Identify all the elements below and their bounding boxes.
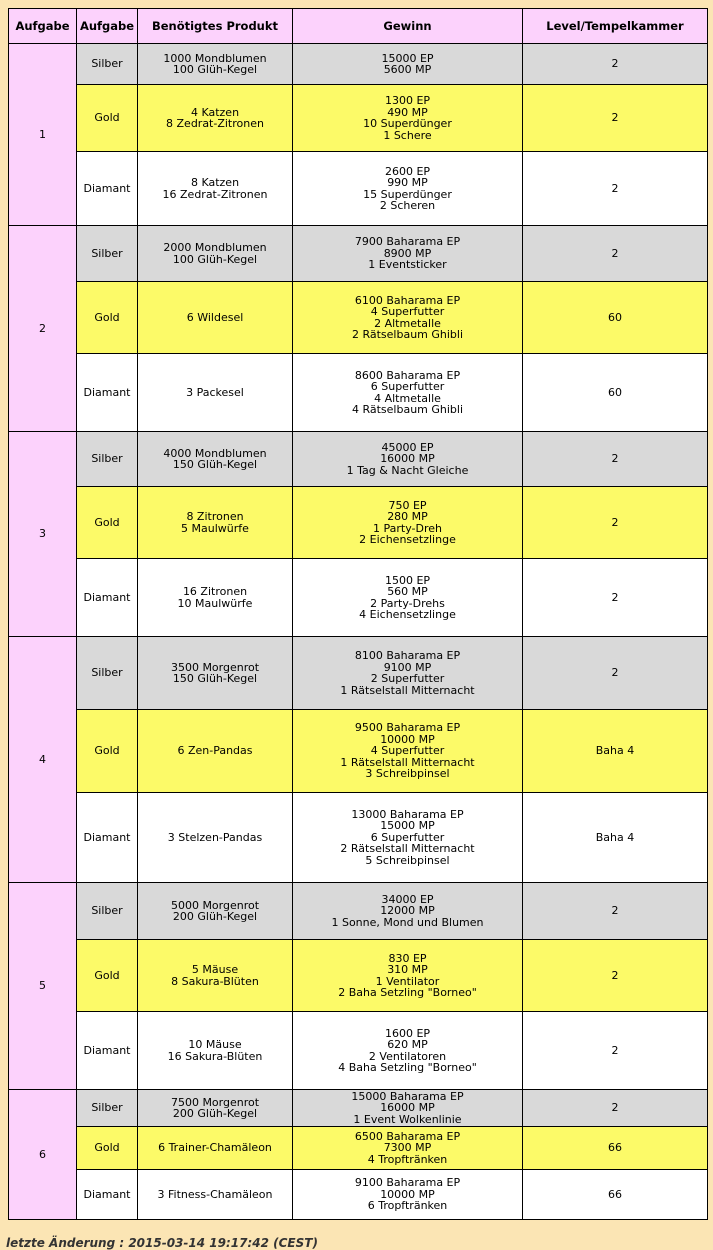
reward-line: 1 Ventilator [375, 974, 440, 988]
tier-cell: Gold [77, 1127, 137, 1169]
tier-cell: Silber [77, 432, 137, 486]
level-cell: Baha 4 [523, 793, 707, 882]
reward-cell [293, 940, 522, 1011]
tier-cell: Silber [77, 637, 137, 709]
table-row [9, 1090, 707, 1126]
product-line: 6 Zen-Pandas [177, 744, 253, 758]
product-line: 16 Zitronen [182, 585, 248, 598]
product-cell [138, 44, 292, 84]
reward-line: 6 Tropftränken [367, 1199, 448, 1213]
table-row [9, 85, 707, 151]
reward-line: 2 Party-Drehs [370, 596, 445, 610]
reward-line: 5600 MP [383, 63, 432, 76]
product-line: 100 Glüh-Kegel [172, 252, 258, 266]
header-reward: Gewinn [293, 9, 522, 43]
reward-line: 10000 MP [380, 732, 435, 746]
aufgabe-number-cell: 2 [9, 226, 76, 431]
table-row [9, 354, 707, 431]
level-cell: 2 [523, 1012, 707, 1089]
product-line: 8 Zitronen [186, 510, 244, 523]
tier-cell: Diamant [77, 559, 137, 636]
level-cell: 60 [523, 282, 707, 353]
reward-line: 4 Superfutter [370, 744, 445, 758]
reward-line: 45000 EP [381, 440, 434, 454]
table-row [9, 710, 707, 792]
reward-line: 1 Event Wolkenlinie [353, 1112, 462, 1126]
header-level: Level/Tempelkammer [523, 9, 707, 43]
reward-cell [293, 432, 522, 486]
product-line: 5 Maulwürfe [181, 521, 249, 535]
header-product: Benötigtes Produkt [138, 9, 292, 43]
tier-cell: Silber [77, 44, 137, 84]
table-row [9, 1170, 707, 1219]
reward-line: 310 MP [387, 963, 428, 976]
reward-line: 6 Superfutter [370, 380, 445, 393]
reward-line: 8900 MP [383, 246, 432, 260]
last-modified-text: letzte Änderung : 2015-03-14 19:17:42 (CEST) [6, 1236, 318, 1250]
product-line: 6 Wildesel [186, 310, 244, 324]
level-cell: 2 [523, 487, 707, 558]
reward-line: 4 Eichensetzlinge [359, 608, 456, 621]
header-aufgabe-tier: Aufgabe [77, 9, 137, 43]
reward-line: 620 MP [387, 1038, 428, 1051]
reward-line: 15000 EP [381, 51, 434, 65]
product-cell [138, 1170, 292, 1219]
reward-line: 13000 Baharama EP [351, 807, 464, 821]
table-row [9, 226, 707, 281]
reward-cell [293, 1127, 522, 1169]
reward-line: 15000 MP [380, 819, 435, 833]
reward-cell [293, 85, 522, 151]
reward-line: 990 MP [387, 176, 428, 189]
table-row [9, 793, 707, 882]
product-line: 8 Sakura-Blüten [171, 974, 259, 988]
table-row [9, 559, 707, 636]
product-line: 3 Stelzen-Pandas [167, 830, 263, 844]
reward-line: 1 Rätselstall Mitternacht [340, 683, 475, 697]
reward-line: 8600 Baharama EP [354, 368, 461, 382]
tier-cell: Gold [77, 940, 137, 1011]
reward-cell [293, 487, 522, 558]
reward-line: 5 Schreibpinsel [365, 853, 450, 867]
table-row [9, 282, 707, 353]
product-cell [138, 1012, 292, 1089]
level-cell: 66 [523, 1127, 707, 1169]
aufgabe-number-cell: 4 [9, 637, 76, 882]
tier-cell: Silber [77, 1090, 137, 1126]
level-cell: 66 [523, 1170, 707, 1219]
tier-cell: Diamant [77, 1012, 137, 1089]
reward-cell [293, 883, 522, 939]
reward-cell [293, 1170, 522, 1219]
table-row [9, 940, 707, 1011]
tier-cell: Gold [77, 85, 137, 151]
reward-line: 1500 EP [384, 573, 431, 587]
product-line: 3 Fitness-Chamäleon [157, 1187, 273, 1201]
header-aufgabe-number: Aufgabe [9, 9, 76, 43]
tier-cell: Gold [77, 710, 137, 792]
reward-line: 1 Eventsticker [368, 258, 447, 272]
product-line: 200 Glüh-Kegel [172, 1107, 258, 1120]
reward-line: 2 Ventilatoren [368, 1049, 447, 1063]
reward-line: 2 Superfutter [370, 672, 445, 685]
table-row [9, 432, 707, 486]
product-line: 2000 Mondblumen [163, 241, 267, 254]
product-line: 4000 Mondblumen [163, 446, 267, 460]
aufgabe-number-cell: 6 [9, 1090, 76, 1219]
product-line: 16 Sakura-Blüten [167, 1049, 263, 1063]
aufgabe-number-cell: 1 [9, 44, 76, 225]
product-line: 100 Glüh-Kegel [172, 63, 258, 76]
reward-line: 2 Rätselstall Mitternacht [340, 842, 475, 856]
product-cell [138, 637, 292, 709]
reward-line: 9100 MP [383, 660, 432, 674]
table-row [9, 637, 707, 709]
tier-cell: Diamant [77, 354, 137, 431]
level-cell: 2 [523, 152, 707, 225]
table-row [9, 44, 707, 84]
reward-line: 4 Tropftränken [367, 1152, 448, 1166]
product-cell [138, 85, 292, 151]
product-line: 150 Glüh-Kegel [172, 672, 258, 685]
product-cell [138, 940, 292, 1011]
level-cell: 2 [523, 637, 707, 709]
quest-table-wrapper [8, 8, 707, 1220]
reward-line: 1300 EP [384, 94, 431, 107]
reward-line: 1 Schere [383, 128, 432, 142]
reward-line: 6100 Baharama EP [354, 293, 461, 307]
reward-line: 16000 MP [380, 1101, 435, 1115]
reward-line: 750 EP [388, 498, 427, 512]
reward-cell [293, 710, 522, 792]
product-cell [138, 354, 292, 431]
reward-line: 1 Rätselstall Mitternacht [340, 755, 475, 769]
quest-table [8, 8, 708, 1220]
reward-cell [293, 354, 522, 431]
table-row [9, 1012, 707, 1089]
level-cell: 2 [523, 44, 707, 84]
reward-line: 2 Eichensetzlinge [359, 533, 456, 546]
product-line: 7500 Morgenrot [170, 1095, 260, 1109]
reward-line: 2 Baha Setzling "Borneo" [338, 986, 477, 999]
reward-line: 280 MP [387, 510, 428, 523]
reward-cell [293, 1012, 522, 1089]
reward-line: 1600 EP [384, 1026, 431, 1040]
level-cell: 60 [523, 354, 707, 431]
product-cell [138, 226, 292, 281]
product-line: 200 Glüh-Kegel [172, 910, 258, 923]
reward-line: 8100 Baharama EP [354, 649, 461, 662]
product-cell [138, 487, 292, 558]
reward-line: 12000 MP [380, 904, 435, 918]
reward-line: 2600 EP [384, 164, 431, 178]
level-cell: 2 [523, 432, 707, 486]
reward-line: 7900 Baharama EP [354, 235, 461, 249]
reward-cell [293, 152, 522, 225]
table-row [9, 487, 707, 558]
header-row [9, 9, 707, 43]
reward-line: 2 Altmetalle [374, 316, 441, 330]
level-cell: 2 [523, 1090, 707, 1126]
level-cell: 2 [523, 559, 707, 636]
product-line: 10 Mäuse [188, 1038, 242, 1051]
tier-cell: Diamant [77, 793, 137, 882]
tier-cell: Gold [77, 282, 137, 353]
level-cell: 2 [523, 85, 707, 151]
reward-line: 2 Rätselbaum Ghibli [351, 328, 464, 341]
product-cell [138, 432, 292, 486]
product-cell [138, 152, 292, 225]
reward-line: 4 Altmetalle [374, 391, 441, 405]
product-line: 6 Trainer-Chamäleon [158, 1141, 272, 1155]
reward-line: 4 Rätselbaum Ghibli [351, 403, 464, 416]
reward-cell [293, 793, 522, 882]
reward-cell [293, 226, 522, 281]
product-cell [138, 710, 292, 792]
tier-cell: Gold [77, 487, 137, 558]
product-line: 3500 Morgenrot [170, 660, 260, 674]
reward-cell [293, 282, 522, 353]
product-line: 3 Packesel [186, 385, 244, 399]
reward-cell [293, 637, 522, 709]
tier-cell: Diamant [77, 1170, 137, 1219]
product-cell [138, 1127, 292, 1169]
product-line: 5000 Morgenrot [170, 898, 260, 912]
product-line: 8 Zedrat-Zitronen [166, 117, 264, 130]
reward-line: 10 Superdünger [363, 117, 452, 130]
reward-line: 6500 Baharama EP [354, 1129, 461, 1143]
level-cell: Baha 4 [523, 710, 707, 792]
level-cell: 2 [523, 226, 707, 281]
product-line: 1000 Mondblumen [163, 51, 267, 65]
reward-line: 9500 Baharama EP [354, 721, 461, 735]
reward-line: 4 Superfutter [370, 305, 445, 318]
product-cell [138, 282, 292, 353]
reward-line: 15000 Baharama EP [351, 1090, 464, 1103]
product-line: 8 Katzen [190, 176, 240, 189]
reward-line: 10000 MP [380, 1187, 435, 1201]
tier-cell: Silber [77, 226, 137, 281]
reward-line: 6 Superfutter [370, 830, 445, 844]
reward-line: 830 EP [388, 951, 427, 965]
aufgabe-number-cell: 5 [9, 883, 76, 1089]
reward-line: 34000 EP [381, 892, 434, 906]
reward-line: 490 MP [387, 105, 428, 119]
product-line: 150 Glüh-Kegel [172, 458, 258, 471]
table-row [9, 1127, 707, 1169]
product-line: 4 Katzen [190, 105, 240, 119]
tier-cell: Diamant [77, 152, 137, 225]
table-row [9, 152, 707, 225]
product-line: 10 Maulwürfe [177, 596, 253, 610]
reward-line: 15 Superdünger [363, 187, 452, 201]
reward-line: 4 Baha Setzling "Borneo" [338, 1061, 477, 1074]
product-line: 16 Zedrat-Zitronen [162, 187, 268, 201]
reward-line: 3 Schreibpinsel [365, 767, 450, 781]
reward-line: 560 MP [387, 585, 428, 598]
reward-line: 1 Tag & Nacht Gleiche [346, 463, 469, 477]
level-cell: 2 [523, 883, 707, 939]
reward-line: 16000 MP [380, 452, 435, 466]
product-cell [138, 883, 292, 939]
reward-line: 7300 MP [383, 1141, 432, 1155]
reward-cell [293, 44, 522, 84]
product-cell [138, 793, 292, 882]
reward-line: 9100 Baharama EP [354, 1176, 461, 1190]
reward-cell [293, 559, 522, 636]
product-line: 5 Mäuse [191, 963, 239, 976]
product-cell [138, 559, 292, 636]
reward-line: 1 Sonne, Mond und Blumen [331, 915, 484, 929]
product-cell [138, 1090, 292, 1126]
level-cell: 2 [523, 940, 707, 1011]
tier-cell: Silber [77, 883, 137, 939]
reward-line: 1 Party-Dreh [373, 521, 442, 535]
table-row [9, 883, 707, 939]
reward-line: 2 Scheren [379, 199, 436, 212]
reward-cell [293, 1090, 522, 1126]
aufgabe-number-cell: 3 [9, 432, 76, 636]
